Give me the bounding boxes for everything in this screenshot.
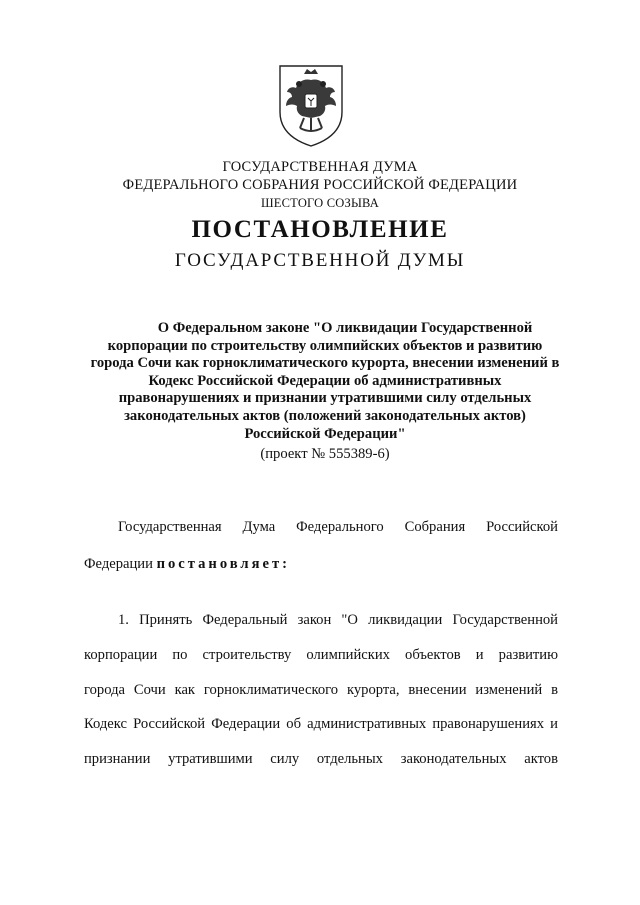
body-line: города Сочи как горноклиматического курорта, внесении изменений в [84,682,558,698]
issuer-line-2: ФЕДЕРАЛЬНОГО СОБРАНИЯ РОССИЙСКОЙ ФЕДЕРАЦИИ [122,177,518,193]
body-line: признании утратившими силу отдельных законодательных актов [84,751,558,767]
preamble-line-1: Государственная Дума Федерального Собрания Российской [118,519,558,535]
coat-of-arms-emblem [274,62,348,148]
bill-number: (проект № 555389-6) [260,446,390,462]
body-line: корпорации по строительству олимпийских объектов и развитию [84,647,558,663]
issuer-header [0,158,640,212]
preamble-text: Федерации [84,556,157,572]
issuer-line-1: ГОСУДАРСТВЕННАЯ ДУМА [222,159,418,175]
convocation-line: ШЕСТОГО СОЗЫВА [260,196,380,210]
subject-line: О Федеральном законе "О ликвидации Государственной [157,320,533,336]
document-type-title: ПОСТАНОВЛЕНИЕ [191,216,449,243]
double-headed-eagle-icon [274,62,348,148]
subject-line: законодательных актов (положений законодательных актов) [124,407,526,424]
subject-line: корпорации по строительству олимпийских объектов и развитию [107,337,543,354]
body-line: Кодекс Российской Федерации об административных правонарушениях и [84,716,558,732]
decree-word: постановляет: [156,556,291,572]
preamble-line-2 [84,556,558,573]
subject-line: Кодекс Российской Федерации об административных [148,372,502,389]
subject-line: города Сочи как горноклиматического курорта, внесении изменений в [90,355,560,372]
body-line: 1. Принять Федеральный закон "О ликвидации Государственной [118,612,558,628]
document-type-subtitle: ГОСУДАРСТВЕННОЙ ДУМЫ [174,250,466,271]
resolution-subject [80,320,570,443]
subject-line: Российской Федерации" [244,425,406,442]
subject-line: правонарушениях и признании утратившими силу отдельных [118,390,532,407]
